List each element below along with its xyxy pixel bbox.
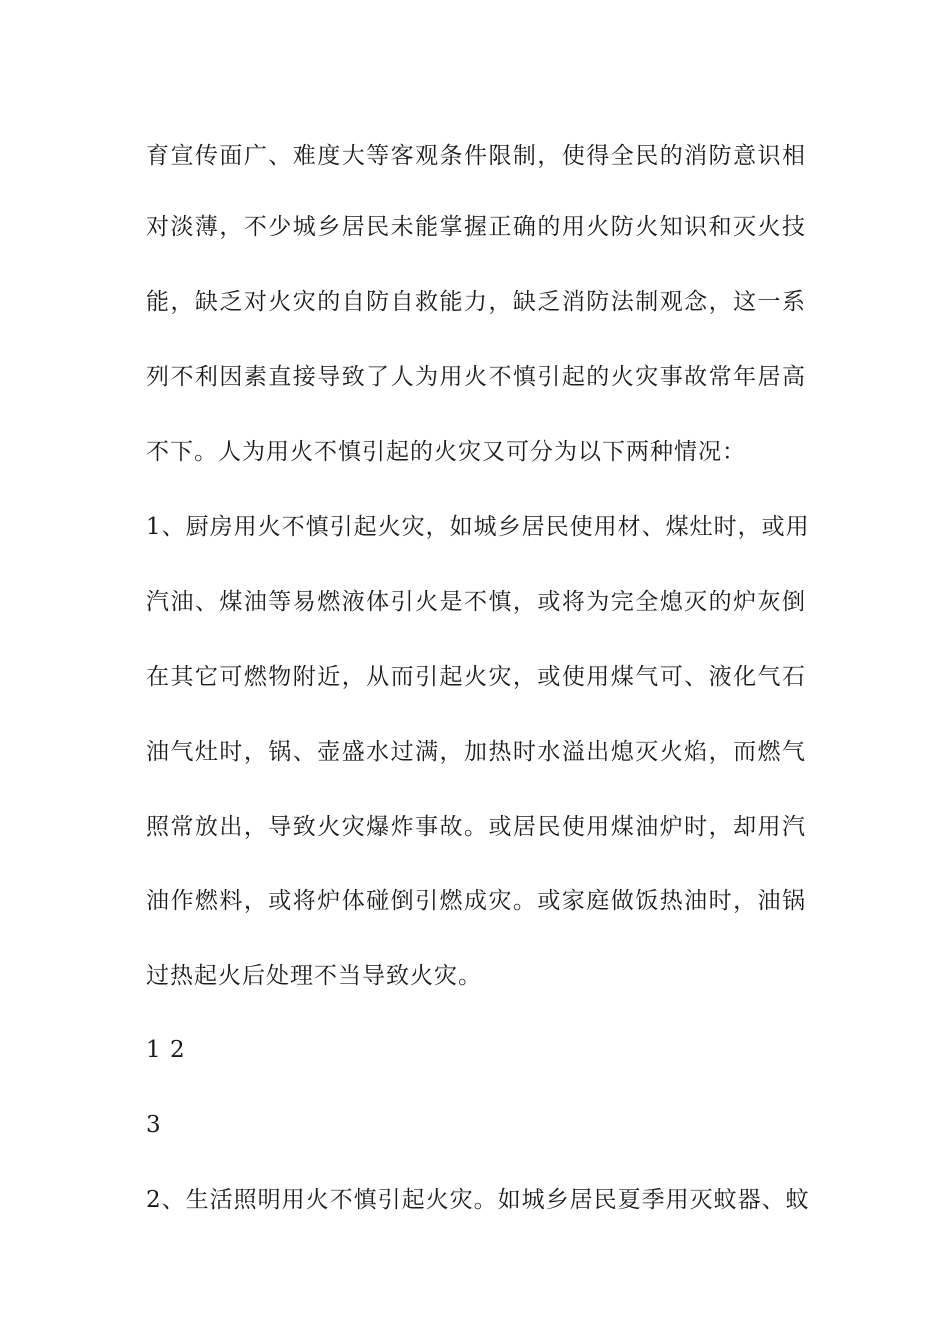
text-line-1: 育宣传面广、难度大等客观条件限制，使得全民的消防意识相 <box>146 143 806 169</box>
page-number-line-1: 1 2 <box>146 1037 186 1063</box>
text-line-10: 照常放出，导致火灾爆炸事故。或居民使用煤油炉时，却用汽 <box>146 814 806 840</box>
text-line-3: 能，缺乏对火灾的自防自救能力，缺乏消防法制观念，这一系 <box>146 289 806 315</box>
text-line-11: 油作燃料，或将炉体碰倒引燃成灾。或家庭做饭热油时，油锅 <box>146 888 806 914</box>
text-line-12: 过热起火后处理不当导致火灾。 <box>146 963 482 989</box>
page-number-line-2: 3 <box>146 1112 162 1138</box>
text-line-4: 列不利因素直接导致了人为用火不慎引起的火灾事故常年居高 <box>146 364 806 390</box>
text-line-13: 2、生活照明用火不慎引起火灾。如城乡居民夏季用灭蚊器、蚊 <box>146 1187 810 1213</box>
text-line-5: 不下。人为用火不慎引起的火灾又可分为以下两种情况： <box>146 439 746 465</box>
text-line-9: 油气灶时，锅、壶盛水过满，加热时水溢出熄灭火焰，而燃气 <box>146 739 806 765</box>
text-line-6: 1、厨房用火不慎引起火灾，如城乡居民使用材、煤灶时，或用 <box>146 514 810 540</box>
text-line-2: 对淡薄，不少城乡居民未能掌握正确的用火防火知识和灭火技 <box>146 214 806 240</box>
text-line-8: 在其它可燃物附近，从而引起火灾，或使用煤气可、液化气石 <box>146 664 806 690</box>
text-line-7: 汽油、煤油等易燃液体引火是不慎，或将为完全熄灭的炉灰倒 <box>146 589 806 615</box>
